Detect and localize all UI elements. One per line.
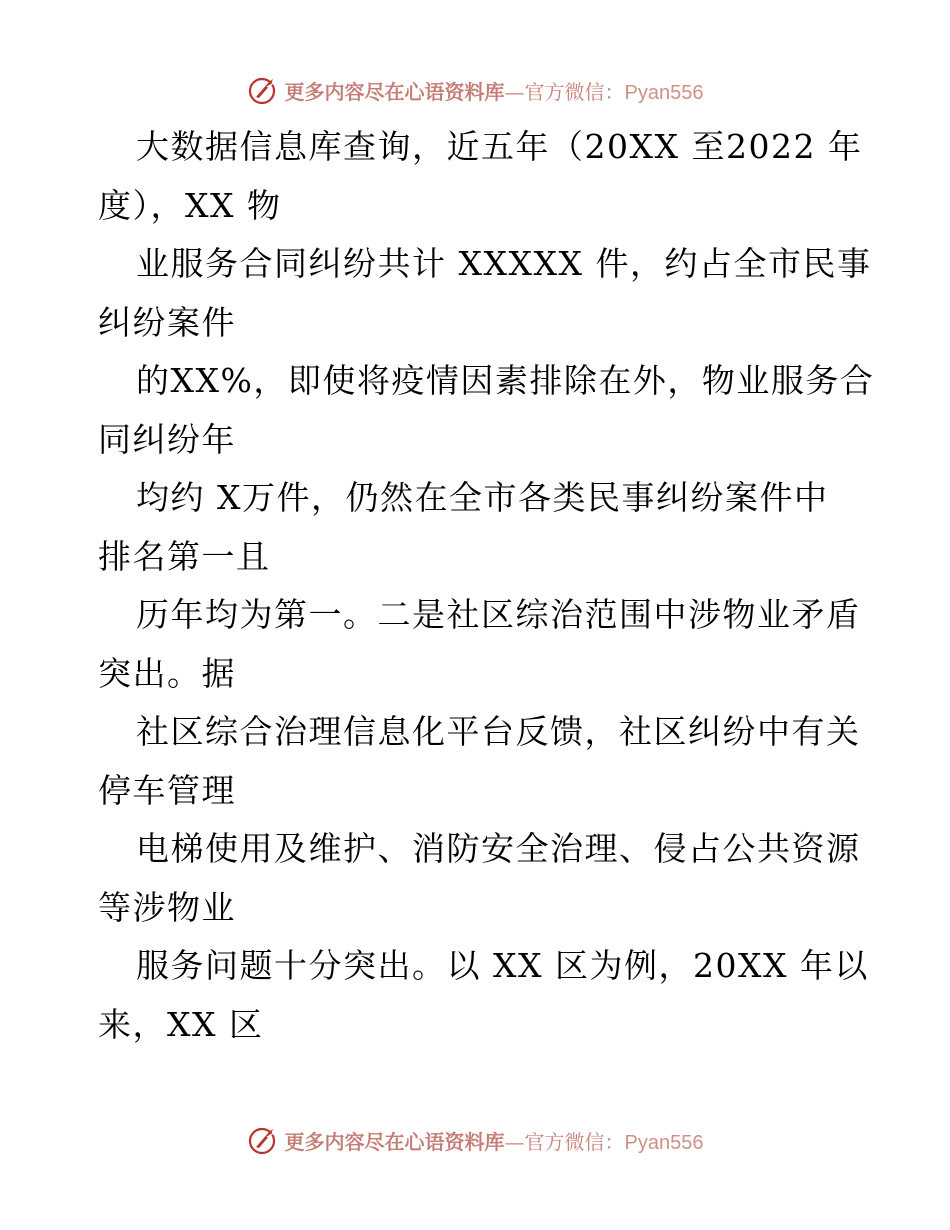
text-line: 大数据信息库查询，近五年（20XX 至2022 年 — [136, 127, 863, 166]
text-line: 突出。据 — [98, 653, 236, 693]
banner-text — [285, 1126, 704, 1155]
banner-sub-text: 官方微信： — [524, 79, 625, 104]
banner-text — [285, 76, 704, 105]
banner-wechat-id: Pyan556 — [624, 1131, 704, 1154]
banner-dash: — — [504, 1129, 525, 1154]
text-line: 服务问题十分突出。以 XX 区为例，20XX 年以 — [136, 946, 869, 985]
banner-main-text: 更多内容尽在心语资料库 — [284, 79, 505, 104]
text-line: 停车管理 — [98, 770, 236, 810]
header-banner — [0, 70, 950, 110]
body-text — [98, 118, 875, 1054]
banner-sub-text: 官方微信： — [524, 1129, 625, 1154]
text-line: 度），XX 物 — [98, 185, 282, 225]
text-line: 业服务合同纠纷共计 XXXXX 件，约占全市民事 — [136, 244, 872, 283]
text-line: 同纠纷年 — [98, 419, 236, 459]
footer-banner — [0, 1120, 950, 1160]
text-line: 纠纷案件 — [98, 302, 236, 342]
text-line: 排名第一且 — [98, 536, 271, 576]
text-line: 的XX%，即使将疫情因素排除在外，物业服务合 — [136, 361, 875, 400]
text-line: 社区综合治理信息化平台反馈，社区纠纷中有关 — [136, 712, 861, 751]
text-line: 均约 X万件，仍然在全市各类民事纠纷案件中 — [136, 478, 829, 517]
text-line: 电梯使用及维护、消防安全治理、侵占公共资源 — [136, 829, 861, 868]
text-line: 历年均为第一。二是社区综治范围中涉物业矛盾 — [136, 595, 861, 634]
banner-wechat-id: Pyan556 — [624, 81, 704, 104]
quill-logo-icon — [247, 73, 281, 107]
banner-main-text: 更多内容尽在心语资料库 — [284, 1129, 505, 1154]
quill-logo-icon — [247, 1123, 281, 1157]
text-line: 来，XX 区 — [98, 1004, 264, 1044]
text-line: 等涉物业 — [98, 887, 236, 927]
banner-dash: — — [504, 79, 525, 104]
